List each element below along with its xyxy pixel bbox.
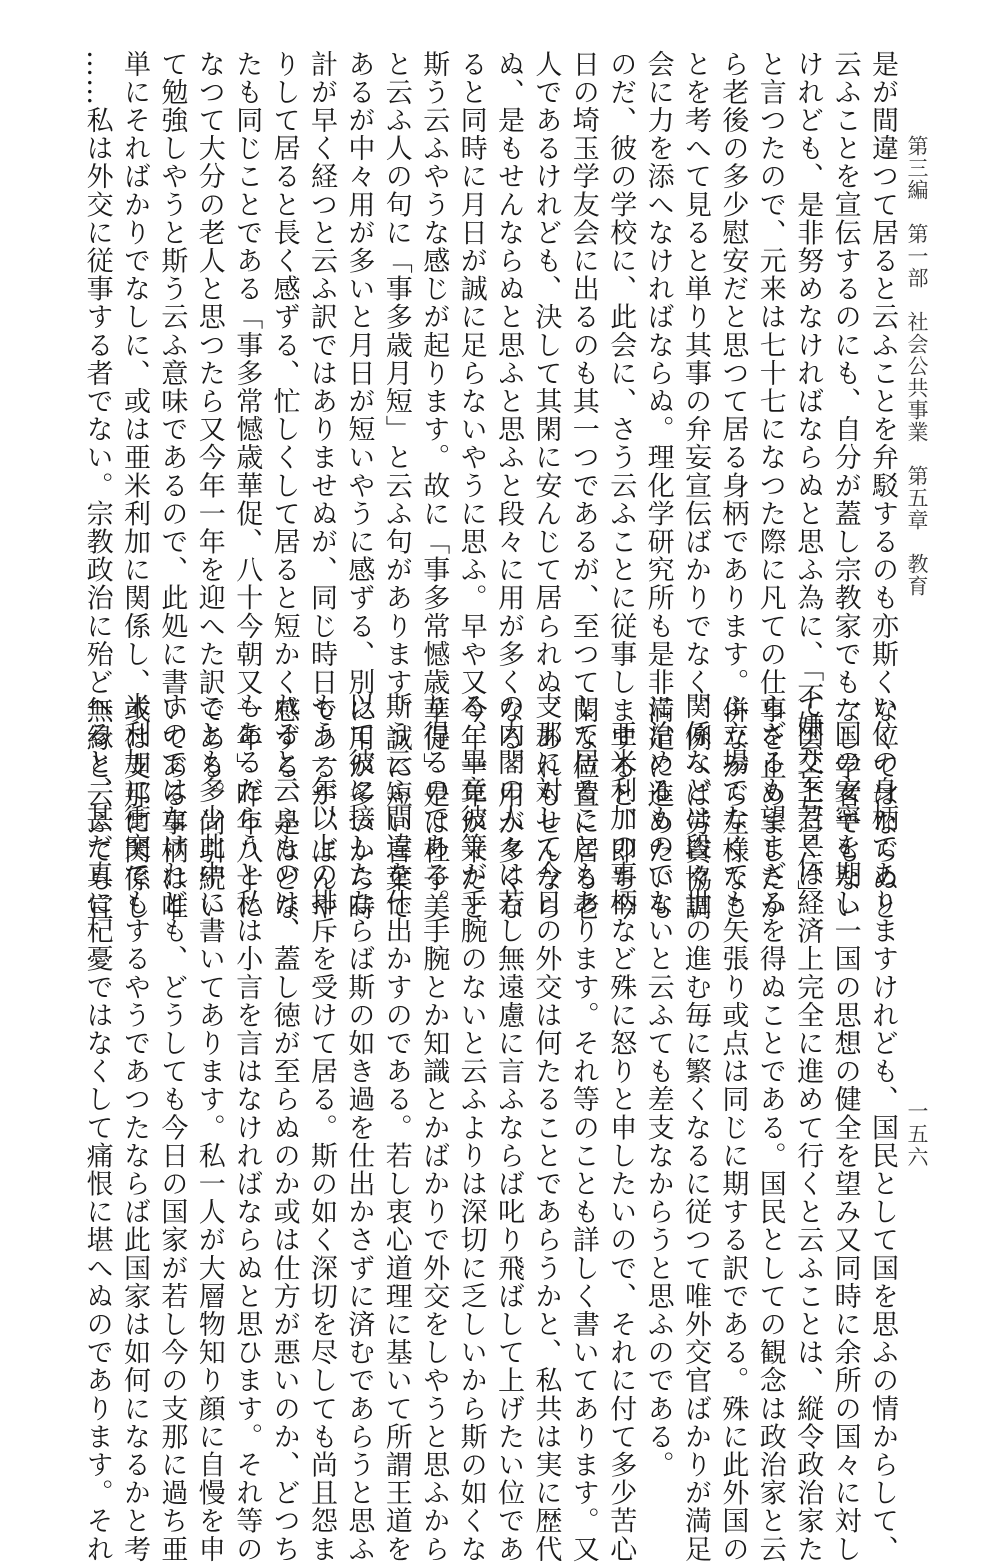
- page-number: 一五六: [905, 1100, 929, 1169]
- text-column: ……私は外交に従事する者でない。宗教政治に殆ど無縁と云ふても宜: [81, 50, 113, 922]
- text-column: ら老後の多少慰安だと思つて居る身柄であります。併ながら左様なこ: [717, 50, 749, 922]
- text-column: ことも多少此中に書いてあります。私一人が大層物知り顔に自慢を申: [193, 692, 225, 1563]
- text-column: れると云ふものは、蓋し徳が至らぬのか或は仕方が悪いのか、どつち: [268, 692, 300, 1563]
- text-column: 一国の安寧を期し一国の思想の健全を望み又同時に余所の国々に対し: [829, 692, 861, 1563]
- text-column: たも同じことである「事多常憾歳華促、八十今朝又一年」昨年八十に: [231, 50, 263, 922]
- text-column: 支那に対して今日の外交は何たることであらうかと、私共は実に歴代: [530, 692, 562, 1563]
- text-column: 会に力を添へなければならぬ。理化学研究所も是非満足に進めたいも: [642, 50, 674, 922]
- text-column: ると同時に月日が誠に足らないやうに思ふ。早や又今年一年が来たと: [455, 50, 487, 922]
- text-column: い位の身柄でありますけれども、国民として国を思ふの情からして、: [867, 692, 898, 1563]
- text-column: すのではなけれども、どうしても今日の国家が若し今の支那に過ち亜: [156, 692, 188, 1563]
- text-column: 米利加に衝突でもするやうであつたならば此国家は如何になるかと考: [119, 692, 150, 1563]
- text-column: 関係などは段々世の進む毎に繁くなるに従つて唯外交官ばかりが満足: [680, 692, 711, 1563]
- text-column: 日の埼玉学友会に出るのも其一つであるが、至つて閑な位置に居る老: [567, 50, 599, 922]
- text-column: 是が間違つて居ると云ふことを弁駁するのも亦斯くなくてはならぬと: [867, 50, 898, 922]
- text-column: もあるだらうと私は小言を言はなければならぬと思ひます。それ等の: [231, 692, 263, 1563]
- text-column: 斯う云ふやうな感じが起ります。故に「事多常憾歳華促」是は杜子美: [418, 50, 450, 922]
- text-column: ぬ、是もせんならぬと思ふと思ふと段々に用が多くなる。用が多くな: [493, 50, 524, 922]
- text-column: 亜米利加の事柄など殊に怒りと申したいので、それに付て多少苦心: [605, 692, 637, 1563]
- text-column: て国交上若くは経済上完全に進めて行くと云ふことは、縦令政治家た: [792, 692, 824, 1563]
- text-column: もう一年以上の排斥を受けて居る。斯の如く深切を尽しても尚且怨ま: [306, 692, 337, 1563]
- text-column: とを考へて見ると単り其事の弁妄宣伝ばかりでなく、例へば労資協調: [680, 50, 711, 922]
- text-column: に治めるものでないと云ふても差支なからうと思ふのである。: [642, 692, 674, 1479]
- text-column: 人であるけれども、決して其閑に安んじて居られぬ、あれもせんなら: [530, 50, 562, 922]
- text-column: て勉強しやうと斯う云ふ意味であるので、此処に書いてある事柄は唯: [156, 50, 188, 922]
- text-column: りして居ると長く感ずる、忙しくして居ると短かく感ずる、是はどな: [268, 50, 300, 922]
- text-column: ふ立場でなくても矢張り或点は同じに期する訳である。殊に此外国の: [717, 692, 749, 1563]
- text-column: 単にそればかりでなしに、或は亜米利加に関係し、或は支那に関係し: [119, 50, 150, 922]
- text-column: 斯う云ふ間違を仕出かすのである。若し衷心道理に基いて所謂王道を: [380, 692, 412, 1563]
- text-column: なつて大分の老人と思つたら又今年一年を迎へた訳である。尚引続い: [193, 50, 225, 922]
- text-column: らざるも望まざるを得ぬことである。国民としての観念は政治家と云: [754, 692, 786, 1563]
- text-column: 云ふことを宣伝するのにも、自分が蓋し宗教家でもなし学者でもない: [829, 50, 861, 922]
- text-column: と云ふ人の句に「事多歳月短」と云ふ句があります。誠に短い言葉で: [380, 50, 412, 922]
- chapter-heading: 第三編 第一部 社会公共事業 第五章 教育: [905, 135, 929, 597]
- text-column: あるが中々用が多いと月日が短いやうに感ずる、別に用が多いから時: [343, 50, 375, 922]
- text-column: り得るのである。手腕とか知識とかばかりで外交をしやうと思ふから: [418, 692, 450, 1563]
- text-column: の内閣の人々は若し無遠慮に言ふならば叱り飛ばして上げたい位であ: [493, 692, 524, 1563]
- text-column: のだ、彼の学校に、此会に、さう云ふことに従事しますると、即ち今: [605, 50, 637, 922]
- text-column: 計が早く経つと云ふ訳ではありませぬが、同じ時日であるが、ぼんや: [306, 50, 337, 922]
- text-column: けれども、是非努めなければならぬと思ふ為に、「不嫌弁妄与宣伝」: [792, 50, 824, 908]
- text-column: る、畢竟彼等が手腕のないと云ふよりは深切に乏しいから斯の如くな: [455, 692, 487, 1563]
- text-column: へると、甚だ真に杞憂ではなくして痛恨に堪へぬのであります。それ: [81, 692, 113, 1563]
- text-column: と言つたので、元来は七十七になつた際に凡ての仕事を止めましたか: [754, 50, 786, 922]
- text-column: 以て彼に接したならば斯の如き過を仕出かさずに済むであらうと思ふ: [343, 692, 375, 1563]
- text-column: して居ることもあります。それ等のことも詳しく書いてあります。又: [567, 692, 599, 1563]
